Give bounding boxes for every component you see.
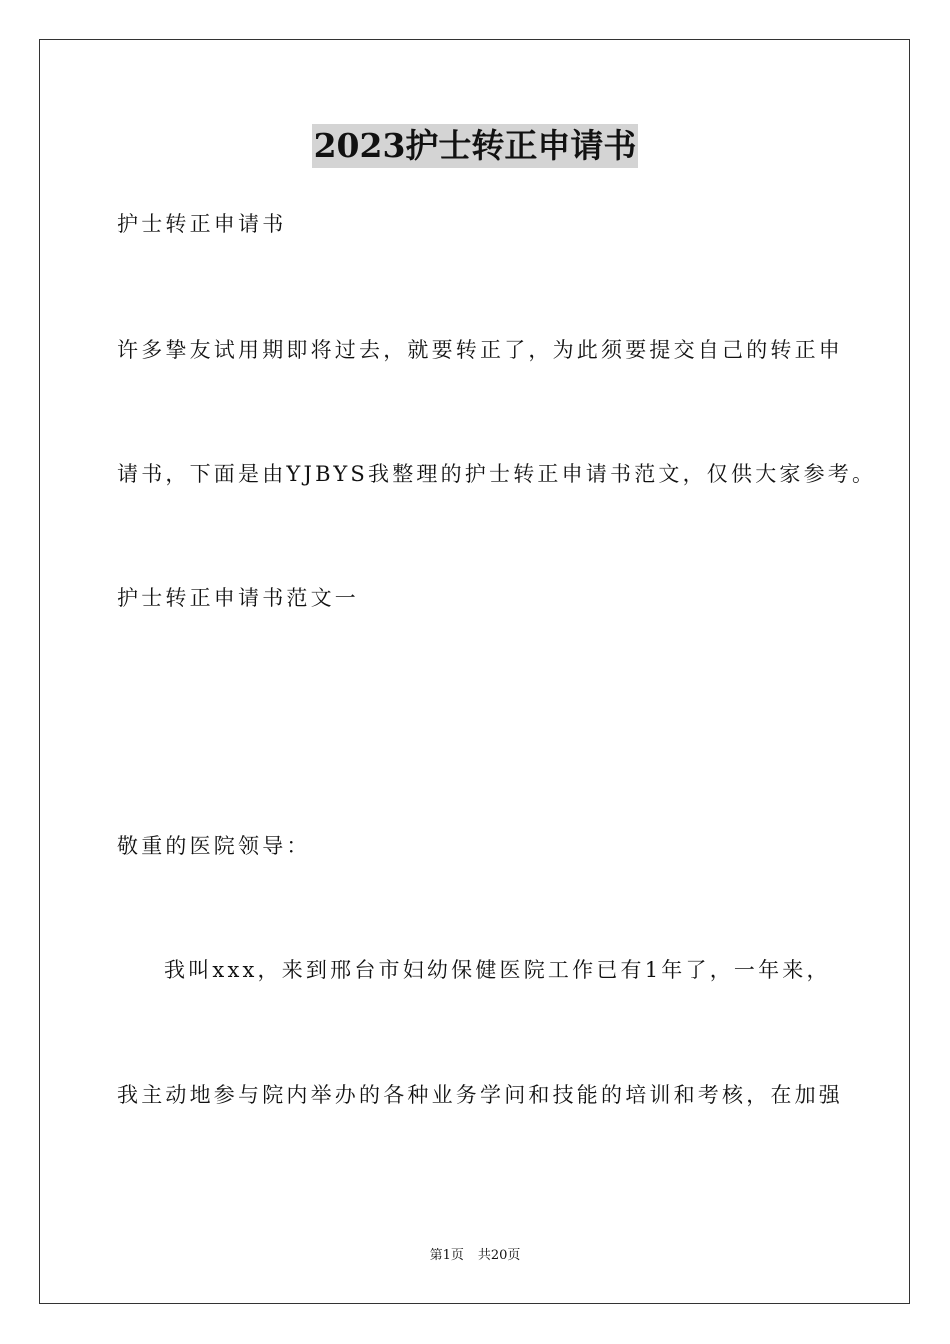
paragraph-line: 我主动地参与院内举办的各种业务学问和技能的培训和考核，在加强 (117, 1083, 843, 1107)
title-container (0, 124, 950, 168)
document-title: 2023护士转正申请书 (312, 124, 639, 168)
page-footer (0, 1247, 950, 1265)
paragraph-line: 请书，下面是由YJBYS我整理的护士转正申请书范文，仅供大家参考。 (117, 462, 877, 486)
paragraph-line: 许多挚友试用期即将过去，就要转正了，为此须要提交自己的转正申 (117, 338, 843, 362)
paragraph-line: 我叫xxx，来到邢台市妇幼保健医院工作已有1年了，一年来， (164, 958, 831, 982)
total-pages: 共20页 (477, 1248, 521, 1263)
paragraph-line: 护士转正申请书范文一 (117, 586, 359, 610)
page-number: 第1页 (429, 1248, 464, 1263)
paragraph-line: 护士转正申请书 (117, 212, 287, 236)
salutation-line: 敬重的医院领导： (117, 834, 311, 858)
